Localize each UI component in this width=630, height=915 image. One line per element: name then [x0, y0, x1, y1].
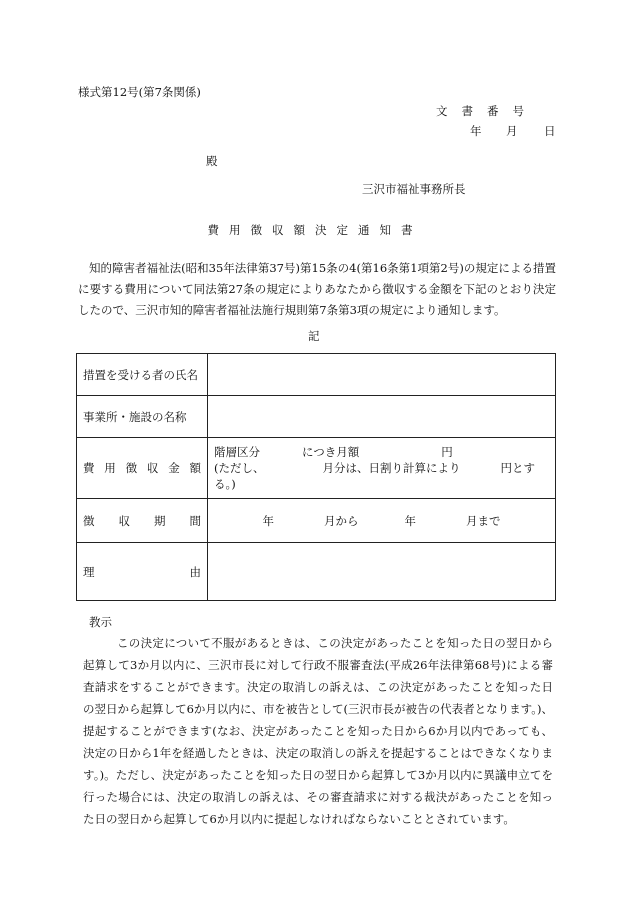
fee-monthly: につき月額: [302, 445, 360, 459]
fee-line-3: る。): [214, 477, 236, 491]
period-label: 徴収期間: [83, 513, 201, 528]
fee-proviso: (ただし、: [214, 461, 265, 475]
fee-line-1: [214, 444, 549, 460]
fee-prorated-yen: 円とす: [500, 461, 535, 475]
period-value-cell: [208, 499, 556, 543]
notice-paragraph: この決定について不服があるときは、この決定があったことを知った日の翌日から起算して3か月以内に、三沢市長に対して行政不服審査法(平成26年法律第68号)による審査請求をすることができます。決定の取消しの訴えは、この決定があったことを知った日の翌日から起算して6か月以内に、市を被告として(三沢市長が被告の代表者となります。)、提起することができます(なお、決定があったことを知った日から6か月以内であっても、決定の日から1年を経過したときは、決定の取消しの訴えを提起することはできなくなります。)。ただし、決定があったことを知った日の翌日から起算して3か月以内に異議申立てを行った場合には、決定の取消しの訴えは、その審査請求に対する裁決があったことを知った日の翌日から起算して6か月以内に提起しなければならないこととされています。: [83, 636, 553, 826]
notice-heading: 教示: [89, 615, 112, 629]
date-day: 日: [544, 124, 556, 138]
date-line: [470, 123, 556, 139]
period-month-start: 月から: [324, 513, 359, 528]
period-month-end: 月まで: [466, 513, 501, 528]
fee-prorated: 月分は、日割り計算により: [322, 461, 461, 475]
reason-label-cell: [77, 543, 208, 601]
fee-class: 階層区分: [214, 445, 260, 459]
addressee-honorific: 殿: [206, 154, 218, 168]
ki-marker: 記: [308, 329, 320, 343]
body-paragraph: 知的障害者福祉法(昭和35年法律第37号)第15条の4(第16条第1項第2号)の規定による措置に要する費用について同法第27条の規定によりあなたから徴収する金額を下記のとおり決定したので、三沢市知的障害者福祉法施行規則第7条第3項の規定により通知します。: [78, 261, 556, 317]
fee-table: [76, 353, 556, 601]
reason-label: 理由: [83, 564, 201, 579]
period-year-start: 年: [262, 513, 274, 528]
fee-value-cell: [208, 438, 556, 499]
facility-label-cell: [77, 396, 208, 438]
table-row: [77, 438, 556, 499]
period-label-cell: [77, 499, 208, 543]
table-row: [77, 354, 556, 396]
fee-line-2: [214, 460, 549, 476]
document-title: 費用徴収額決定通知書: [207, 223, 423, 237]
table-row: [77, 499, 556, 543]
name-value-cell: [208, 354, 556, 396]
table-row: [77, 396, 556, 438]
table-row: [77, 543, 556, 601]
date-year: 年: [470, 124, 482, 138]
name-label: 措置を受ける者の氏名: [83, 367, 198, 382]
fee-label-cell: [77, 438, 208, 499]
fee-label: 費用徴収金額: [83, 461, 201, 475]
facility-value-cell: [208, 396, 556, 438]
period-year-end: 年: [404, 513, 416, 528]
reason-value-cell: [208, 543, 556, 601]
form-number: 様式第12号(第7条関係): [78, 85, 201, 99]
date-month: 月: [506, 124, 518, 138]
fee-yen: 円: [441, 445, 453, 459]
document-number-label: 文書番号: [436, 104, 538, 118]
sender-name: 三沢市福祉事務所長: [362, 182, 466, 196]
facility-label: 事業所・施設の名称: [83, 409, 187, 424]
name-label-cell: [77, 354, 208, 396]
